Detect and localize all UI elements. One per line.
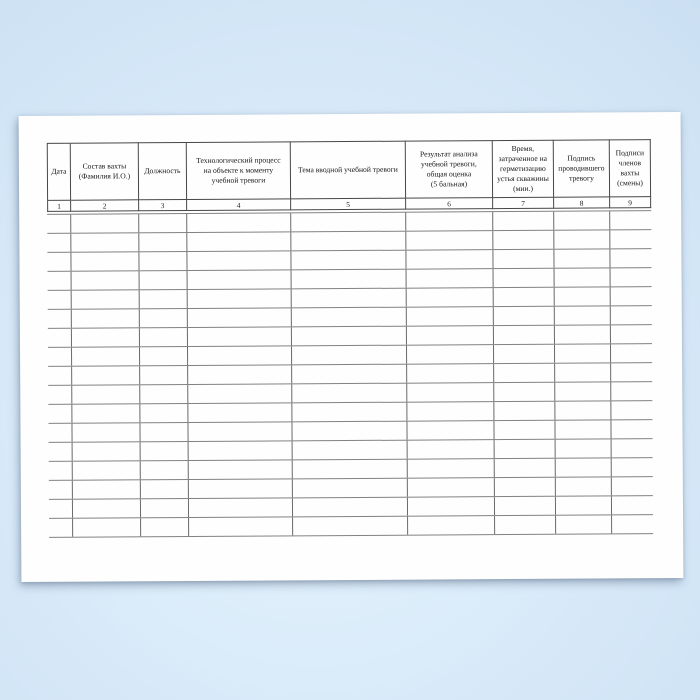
body-cell xyxy=(141,499,189,517)
body-cell xyxy=(612,515,653,533)
body-cell xyxy=(494,421,555,439)
body-cell xyxy=(139,233,187,251)
body-cell xyxy=(292,403,407,422)
body-cell xyxy=(49,481,73,499)
body-cell xyxy=(72,404,140,422)
body-cell xyxy=(73,518,141,536)
body-cell xyxy=(140,385,188,403)
body-cell xyxy=(406,231,493,250)
body-cell xyxy=(495,459,556,477)
body-cell xyxy=(556,439,612,457)
body-cell xyxy=(189,479,293,498)
body-cell xyxy=(407,345,494,364)
body-cell xyxy=(494,288,555,306)
body-cell xyxy=(555,382,611,400)
body-cell xyxy=(407,307,494,326)
body-cell xyxy=(291,232,406,251)
body-cell xyxy=(494,345,555,363)
body-cell xyxy=(292,327,407,346)
header-cell-2: Состав вахты (Фамилия И.О.) xyxy=(71,142,139,200)
body-cell xyxy=(494,402,555,420)
body-cell xyxy=(612,439,653,457)
body-cell xyxy=(495,440,556,458)
body-cell xyxy=(611,306,652,324)
training-alarm-log-table xyxy=(47,139,653,538)
body-cell xyxy=(188,327,292,346)
body-cell xyxy=(188,422,292,441)
body-cell xyxy=(611,325,652,343)
body-cell xyxy=(73,461,141,479)
body-cell xyxy=(611,420,652,438)
body-cell xyxy=(611,268,652,286)
body-cell xyxy=(49,462,73,480)
body-cell xyxy=(555,306,611,324)
body-cell xyxy=(49,443,73,461)
body-cell xyxy=(293,460,408,479)
body-cell xyxy=(292,384,407,403)
body-cell xyxy=(188,346,292,365)
body-cell xyxy=(554,211,610,229)
body-cell xyxy=(611,382,652,400)
body-cell xyxy=(494,326,555,344)
body-cell xyxy=(494,383,555,401)
body-cell xyxy=(555,325,611,343)
body-cell xyxy=(406,212,493,231)
body-cell xyxy=(141,461,189,479)
body-cell xyxy=(48,405,72,423)
body-cell xyxy=(72,271,140,289)
header-cell-4: Технологический процесс на объекте к моменту учебной тревоги xyxy=(187,141,291,200)
header-cell-1: Дата xyxy=(47,143,71,201)
body-cell xyxy=(291,251,406,270)
body-cell xyxy=(71,214,139,232)
header-cell-9: Подписи членов вахты (смены) xyxy=(610,139,651,197)
body-cell xyxy=(187,251,291,270)
body-cell xyxy=(555,287,611,305)
body-cell xyxy=(407,288,494,307)
body-cell xyxy=(408,440,495,459)
column-number-5: 5 xyxy=(291,199,406,211)
body-cell xyxy=(48,272,72,290)
body-cell xyxy=(47,253,71,271)
body-cell xyxy=(47,215,71,233)
column-number-1: 1 xyxy=(47,201,71,212)
header-cell-7: Время, затраченное на герметизацию устья скважины (мин.) xyxy=(493,140,554,198)
body-cell xyxy=(495,478,556,496)
body-cell xyxy=(140,347,188,365)
body-cell xyxy=(494,307,555,325)
body-cell xyxy=(293,498,408,517)
body-cell xyxy=(292,289,407,308)
body-cell xyxy=(140,328,188,346)
body-cell xyxy=(408,516,495,535)
body-cell xyxy=(293,441,408,460)
body-cell xyxy=(293,517,408,536)
body-cell xyxy=(555,268,611,286)
body-cell xyxy=(493,250,554,268)
body-cell xyxy=(187,232,291,251)
body-cell xyxy=(554,249,610,267)
body-cell xyxy=(48,348,72,366)
header-cell-8: Подпись проводившего тревогу xyxy=(554,139,610,197)
body-cell xyxy=(141,518,189,536)
body-cell xyxy=(611,363,652,381)
body-cell xyxy=(49,519,73,537)
table-header-row xyxy=(47,139,651,201)
body-cell xyxy=(72,328,140,346)
body-cell xyxy=(611,401,652,419)
body-cell xyxy=(611,287,652,305)
body-cell xyxy=(188,270,292,289)
body-cell xyxy=(408,459,495,478)
body-cell xyxy=(73,442,141,460)
body-cell xyxy=(610,211,651,229)
body-cell xyxy=(141,442,189,460)
body-cell xyxy=(48,386,72,404)
body-cell xyxy=(72,385,140,403)
body-cell xyxy=(407,269,494,288)
body-cell xyxy=(407,326,494,345)
body-cell xyxy=(610,249,651,267)
body-cell xyxy=(72,309,140,327)
column-number-6: 6 xyxy=(406,198,493,210)
body-cell xyxy=(188,289,292,308)
body-cell xyxy=(73,480,141,498)
body-cell xyxy=(612,496,653,514)
body-cell xyxy=(72,347,140,365)
body-cell xyxy=(493,212,554,230)
body-cell xyxy=(48,310,72,328)
body-cell xyxy=(293,479,408,498)
body-cell xyxy=(72,423,140,441)
body-cell xyxy=(554,230,610,248)
body-cell xyxy=(494,269,555,287)
body-cell xyxy=(611,344,652,362)
body-cell xyxy=(189,498,293,517)
body-cell xyxy=(493,231,554,249)
body-cell xyxy=(140,366,188,384)
body-cell xyxy=(48,291,72,309)
body-cell xyxy=(292,308,407,327)
body-cell xyxy=(291,213,406,232)
body-cell xyxy=(555,420,611,438)
body-cell xyxy=(555,363,611,381)
body-cell xyxy=(189,517,293,536)
body-cell xyxy=(187,213,291,232)
body-cell xyxy=(140,290,188,308)
body-cell xyxy=(556,496,612,514)
body-cell xyxy=(407,402,494,421)
body-cell xyxy=(408,478,495,497)
body-cell xyxy=(72,366,140,384)
body-cell xyxy=(292,270,407,289)
body-cell xyxy=(48,424,72,442)
body-cell xyxy=(140,423,188,441)
header-cell-6: Результат анализа учебной тревоги, общая оценка (5 бальная) xyxy=(406,140,493,199)
body-cell xyxy=(188,308,292,327)
body-cell xyxy=(48,367,72,385)
body-cell xyxy=(47,234,71,252)
body-cell xyxy=(406,250,493,269)
body-cell xyxy=(556,477,612,495)
body-cell xyxy=(555,401,611,419)
body-cell xyxy=(139,214,187,232)
body-cell xyxy=(188,384,292,403)
body-cell xyxy=(141,480,189,498)
body-cell xyxy=(189,460,293,479)
body-cell xyxy=(612,458,653,476)
body-cell xyxy=(292,422,407,441)
body-cell xyxy=(495,516,556,534)
body-cell xyxy=(71,233,139,251)
body-cell xyxy=(408,497,495,516)
body-cell xyxy=(612,477,653,495)
body-cell xyxy=(556,515,612,533)
body-cell xyxy=(407,383,494,402)
body-cell xyxy=(49,500,73,518)
body-cell xyxy=(71,252,139,270)
body-cell xyxy=(407,421,494,440)
body-cell xyxy=(555,344,611,362)
body-cell xyxy=(140,404,188,422)
column-number-3: 3 xyxy=(139,200,187,211)
body-cell xyxy=(610,230,651,248)
body-cell xyxy=(140,309,188,327)
body-cell xyxy=(72,290,140,308)
column-number-8: 8 xyxy=(554,197,610,208)
body-cell xyxy=(73,499,141,517)
body-cell xyxy=(292,365,407,384)
header-cell-3: Должность xyxy=(139,142,187,200)
body-cell xyxy=(292,346,407,365)
body-cell xyxy=(556,458,612,476)
body-cell xyxy=(188,403,292,422)
journal-page xyxy=(19,112,684,582)
column-number-row xyxy=(47,197,651,212)
column-number-7: 7 xyxy=(493,198,554,209)
body-cell xyxy=(48,329,72,347)
body-cell xyxy=(188,365,292,384)
body-cell xyxy=(140,271,188,289)
body-cell xyxy=(189,441,293,460)
table-row xyxy=(49,515,653,538)
table-body xyxy=(47,210,653,538)
body-cell xyxy=(407,364,494,383)
column-number-2: 2 xyxy=(71,200,139,211)
body-cell xyxy=(139,252,187,270)
column-number-9: 9 xyxy=(610,197,651,208)
body-cell xyxy=(495,497,556,515)
column-number-4: 4 xyxy=(187,199,291,211)
body-cell xyxy=(494,364,555,382)
header-cell-5: Тема вводной учебной тревоги xyxy=(291,141,406,200)
